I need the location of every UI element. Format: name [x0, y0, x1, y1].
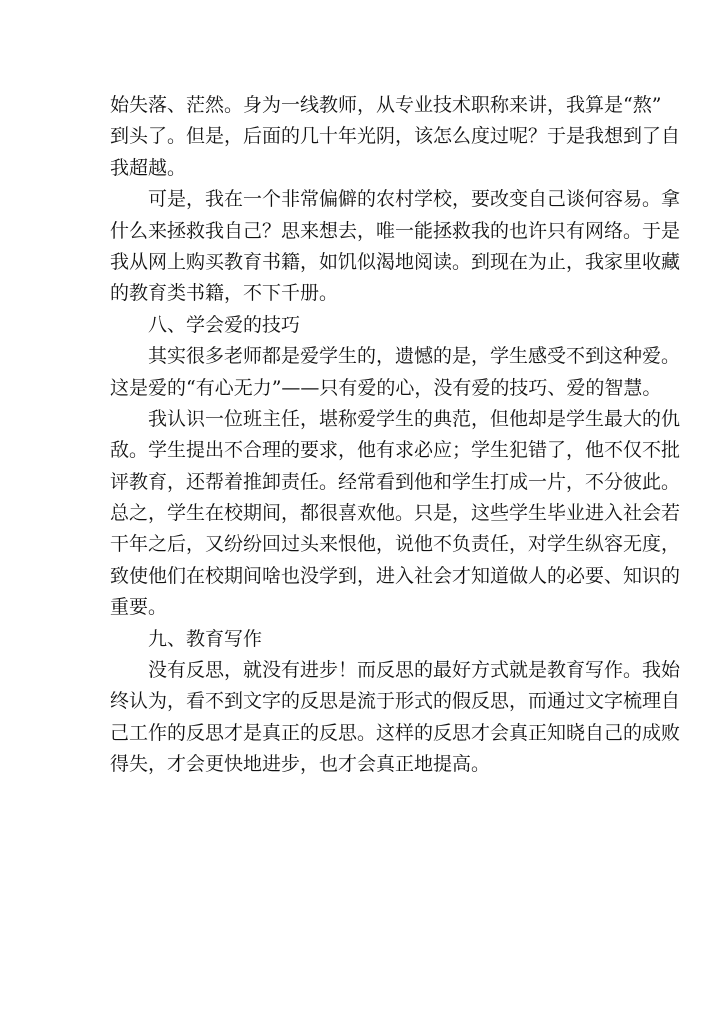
text-line: 什么来拯救我自己？思来想去，唯一能拯救我的也许只有网络。于是 — [110, 219, 681, 242]
text-line: 的教育类书籍，不下千册。 — [110, 282, 339, 305]
section-heading: 九、教育写作 — [148, 627, 263, 650]
text-line: 始失落、茫然。身为一线教师，从专业技术职称来讲，我算是“熬” — [110, 94, 662, 116]
text-line: 这是爱的“有心无力”——只有爱的心，没有爱的技巧、爱的智慧。 — [110, 376, 662, 399]
text-line: 得失，才会更快地进步，也才会真正地提高。 — [110, 753, 491, 776]
text-line: 致使他们在校期间啥也没学到，进入社会才知道做人的必要、知识的 — [110, 564, 681, 587]
text-line: 我从网上购买教育书籍，如饥似渴地阅读。到现在为止，我家里收藏 — [110, 250, 681, 273]
document-body — [110, 90, 681, 781]
text-line: 敌。学生提出不合理的要求，他有求必应；学生犯错了，他不仅不批 — [110, 439, 681, 462]
text-line: 我超越。 — [110, 156, 187, 179]
text-line: 到头了。但是，后面的几十年光阴，该怎么度过呢？于是我想到了自 — [110, 125, 681, 148]
paragraph-first-line: 没有反思，就没有进步！而反思的最好方式就是教育写作。我始 — [148, 659, 681, 682]
paragraph-first-line: 我认识一位班主任，堪称爱学生的典范，但他却是学生最大的仇 — [148, 407, 681, 430]
text-line: 评教育，还帮着推卸责任。经常看到他和学生打成一片，不分彼此。 — [110, 470, 681, 493]
paragraph-first-line: 其实很多老师都是爱学生的，遗憾的是，学生感受不到这种爱。 — [148, 345, 681, 368]
paragraph-first-line: 可是，我在一个非常偏僻的农村学校，要改变自己谈何容易。拿 — [148, 188, 681, 211]
section-heading: 八、学会爱的技巧 — [148, 313, 301, 336]
text-line: 终认为，看不到文字的反思是流于形式的假反思，而通过文字梳理自 — [110, 690, 681, 713]
text-line: 重要。 — [110, 596, 168, 619]
text-line: 干年之后，又纷纷回过头来恨他，说他不负责任，对学生纵容无度， — [110, 533, 681, 556]
text-line: 己工作的反思才是真正的反思。这样的反思才会真正知晓自己的成败 — [110, 721, 681, 744]
text-line: 总之，学生在校期间，都很喜欢他。只是，这些学生毕业进入社会若 — [110, 502, 681, 525]
